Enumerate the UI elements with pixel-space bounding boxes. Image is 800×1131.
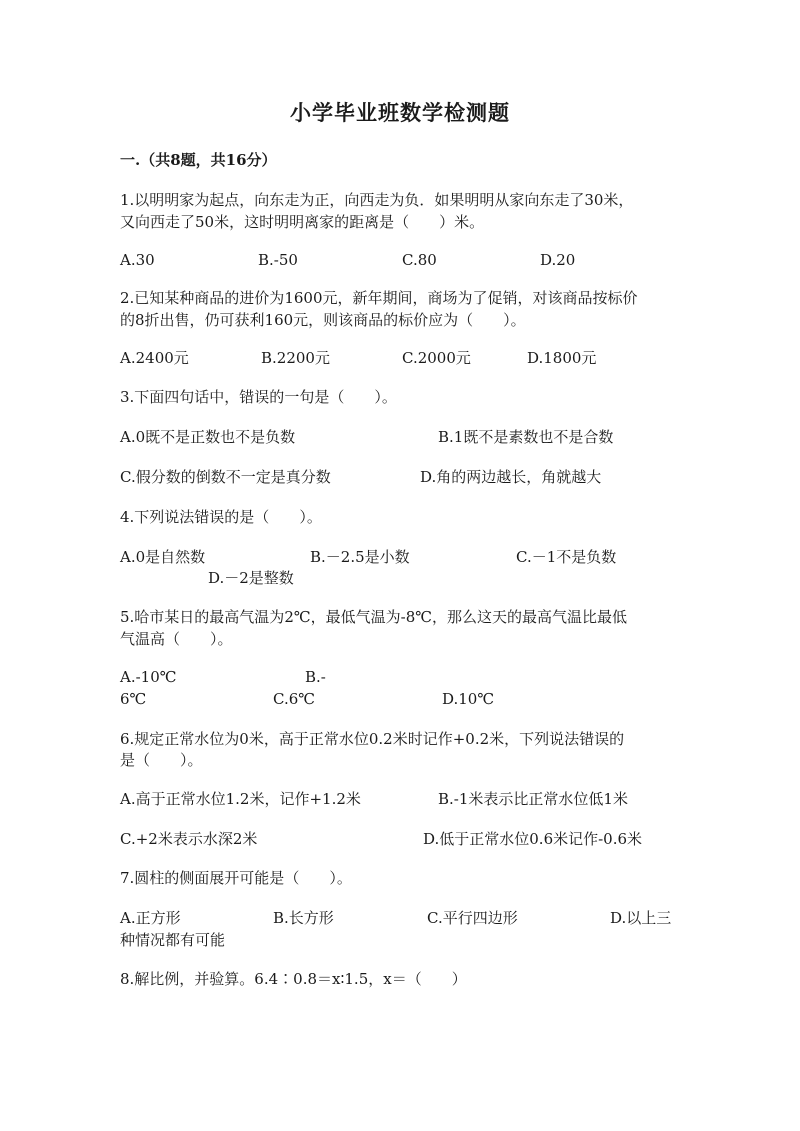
question-5-option-b-part-1[interactable]: B.- [305,668,326,686]
question-3-option-d[interactable]: D.角的两边越长，角就越大 [420,468,602,486]
question-2-line-1: 2.已知某种商品的进价为1600元，新年期间，商场为了促销，对该商品按标价 [120,289,638,307]
question-2-option-b[interactable]: B.2200元 [261,349,330,367]
question-7-option-b[interactable]: B.长方形 [273,909,334,927]
question-4-option-a[interactable]: A.0是自然数 [120,548,206,566]
question-6-option-a[interactable]: A.高于正常水位1.2米，记作+1.2米 [120,790,361,808]
question-7-option-d-part-1[interactable]: D.以上三 [610,909,672,927]
question-2-option-d[interactable]: D.1800元 [527,349,597,367]
question-1-option-d[interactable]: D.20 [540,251,576,269]
question-5-line-2: 气温高（ ）。 [120,630,233,648]
question-3-option-a[interactable]: A.0既不是正数也不是负数 [120,428,296,446]
question-2-option-a[interactable]: A.2400元 [120,349,189,367]
question-3-option-c[interactable]: C.假分数的倒数不一定是真分数 [120,468,331,486]
question-1-option-c[interactable]: C.80 [402,251,437,269]
question-8-line-1: 8.解比例，并验算。6.4∶0.8＝x∶1.5，x＝（ ） [120,970,467,988]
question-4-line-1: 4.下列说法错误的是（ ）。 [120,508,322,526]
question-7-line-1: 7.圆柱的侧面展开可能是（ ）。 [120,869,352,887]
question-6-option-c[interactable]: C.+2米表示水深2米 [120,830,258,848]
question-4-option-b[interactable]: B.－2.5是小数 [310,548,410,566]
question-6-line-2: 是（ ）。 [120,751,203,769]
question-5-option-b-part-2[interactable]: 6℃ [120,690,147,708]
question-1-line-1: 1.以明明家为起点，向东走为正，向西走为负．如果明明从家向东走了30米， [120,191,634,209]
question-7-option-a[interactable]: A.正方形 [120,909,181,927]
question-5-option-d[interactable]: D.10℃ [442,690,495,708]
question-5-line-1: 5.哈市某日的最高气温为2℃，最低气温为-8℃，那么这天的最高气温比最低 [120,608,628,626]
question-7-option-c[interactable]: C.平行四边形 [427,909,518,927]
question-1-option-b[interactable]: B.-50 [258,251,298,269]
question-2-line-2: 的8折出售，仍可获利160元，则该商品的标价应为（ ）。 [120,311,526,329]
question-6-line-1: 6.规定正常水位为0米，高于正常水位0.2米时记作+0.2米，下列说法错误的 [120,730,625,748]
question-1-line-2: 又向西走了50米，这时明明离家的距离是（ ）米。 [120,213,485,231]
question-3-line-1: 3.下面四句话中，错误的一句是（ ）。 [120,388,397,406]
question-3-option-b[interactable]: B.1既不是素数也不是合数 [438,428,614,446]
page-title: 小学毕业班数学检测题 [290,100,510,125]
question-6-option-d[interactable]: D.低于正常水位0.6米记作-0.6米 [423,830,643,848]
section-heading: 一.（共8题，共16分） [120,151,277,169]
question-2-option-c[interactable]: C.2000元 [402,349,471,367]
question-6-option-b[interactable]: B.-1米表示比正常水位低1米 [438,790,628,808]
question-5-option-a[interactable]: A.-10℃ [120,668,177,686]
question-4-option-c[interactable]: C.－1不是负数 [516,548,617,566]
question-1-option-a[interactable]: A.30 [120,251,155,269]
question-7-option-d-part-2[interactable]: 种情况都有可能 [120,931,226,949]
question-5-option-c[interactable]: C.6℃ [273,690,316,708]
question-4-option-d[interactable]: D.－2是整数 [208,569,294,587]
